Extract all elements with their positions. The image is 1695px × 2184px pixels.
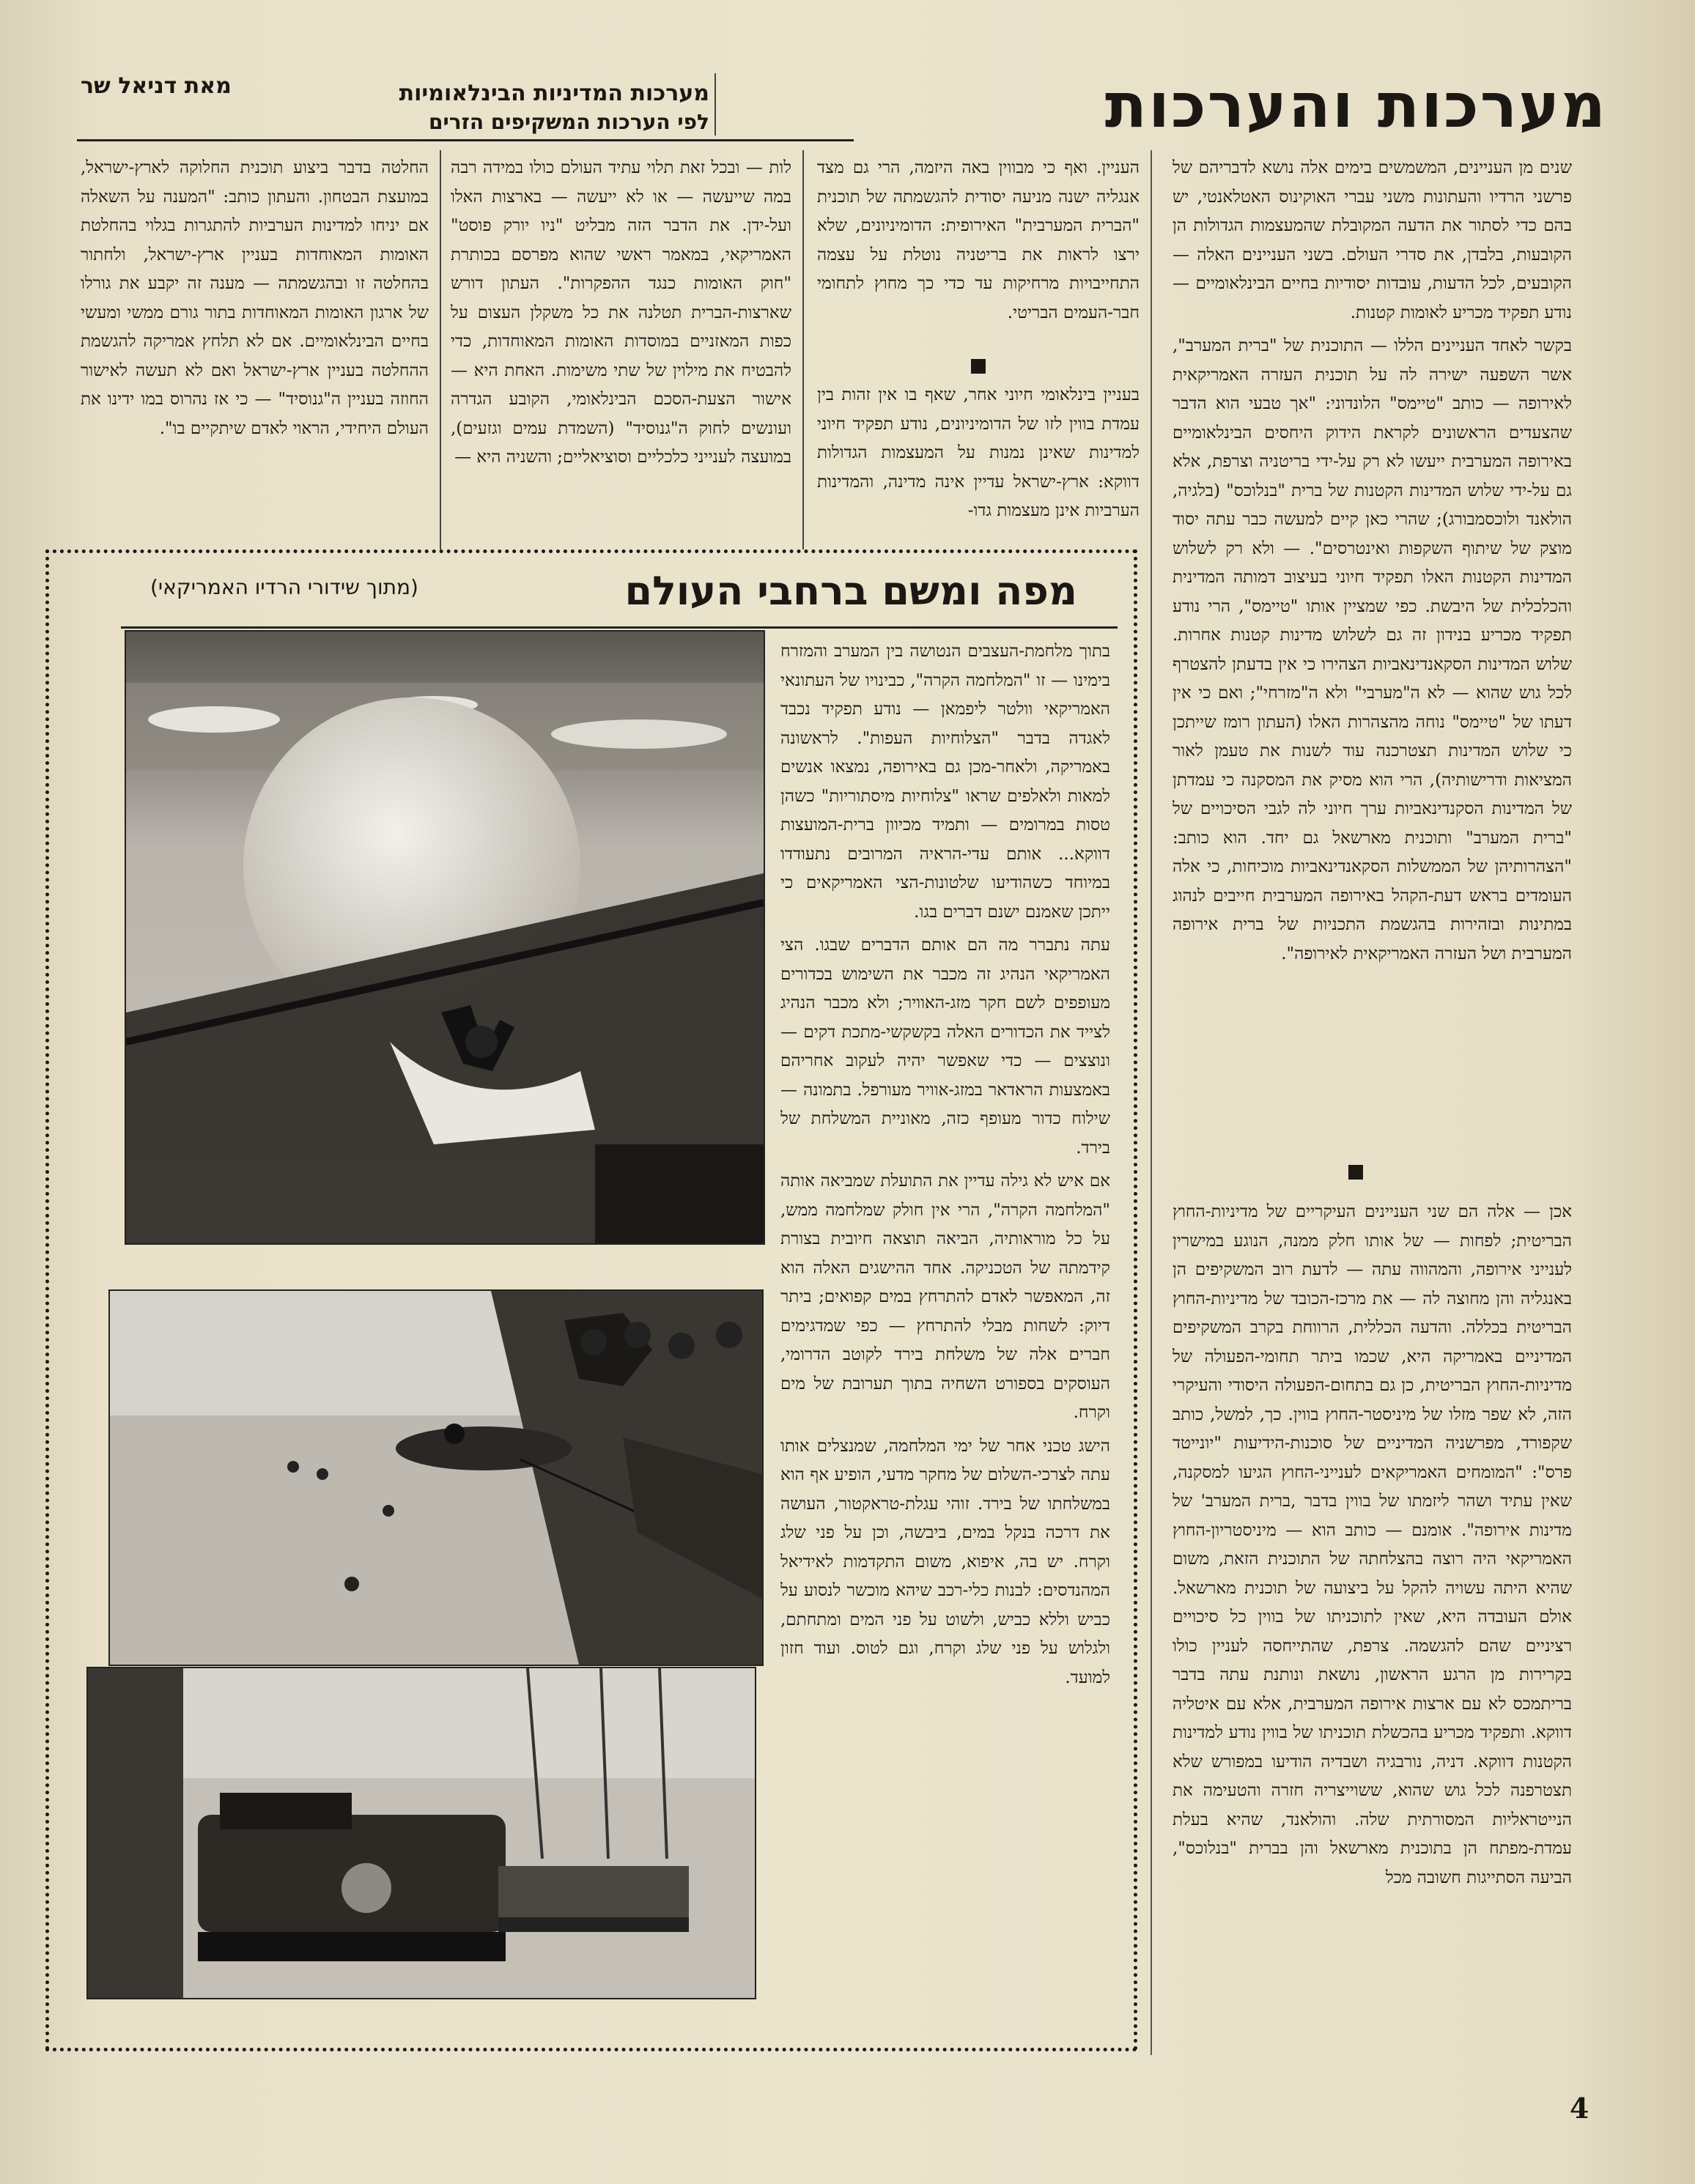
feature-text-column	[780, 637, 1110, 2037]
article-right-column-b	[1173, 1198, 1572, 2059]
polar-swimmers-photo	[108, 1289, 764, 1666]
feature-paragraph: הישג טכני אחר של ימי המלחמה, שמנצלים אותו עתה לצרכי-השלום של מחקר מדעי, הופיע אף הוא במשלחתו של בירד. זוהי עגלת-טראקטור, העושה את דרכה בנקל במים, ביבשה, וכן על פני שלג וקרח. יש בה, איפוא, משום התקדמות לאידיאל המהנדסים: לבנות כלי-רכב שיהא מוכשר לנסוע על כביש וללא כביש, ולשוט על פני המים ומתחתם, ולגלוש על פני שלג וקרח, וגם לטוס. ועוד חזון למועד.	[780, 1436, 1110, 1687]
column-divider-left	[440, 150, 441, 549]
page-number: 4	[1570, 2092, 1589, 2125]
paragraph: אכן — אלה הם שני העניינים העיקריים של מדיניות-החוץ הבריטית; לפחות — של אותו חלק ממנה, הנוגע במישרין לענייני אירופה, והמהווה עתה — לדעת רוב המשקיפים הן באנגליה והן מחוצה לה — את מרכז-הכובד של מדיניות-החוץ הבריטית בכללה. והדעה הכללית, הרווחת בקרב המשקיפים המדיניים באמריקה היא, שכמו ביתר תחומי-הפעולה של מדיניות-החוץ הבריטית, כן גם בתחום-הפעולה היסודי והעיקרי הזה, לא שפר מזלו של מיניסטר-החוץ בווין. כך, למשל, כותב שקפורד, מפרשניה המדיניים של סוכנות-הידיעות "יונייטד פרס": "המומחים האמריקאים לענייני-החוץ הגיעו למסקנה, שאין עתיד ושהר ליזמתו של בווין בדבר ,ברית המערב' של מדינות אירופה". אומנם — כותב הוא — מיניסטריון-החוץ האמריקאי היה רוצה בהצלחתה של התוכנית הזאת, משום שהיא היתה עשויה להקל על ביצועה של תוכנית מארשאל. אולם העובדה היא, שאין לתוכניתו של בווין כל סיכויים רציניים שהם להגשמה. צרפת, שהתייחסה לעניין כולו בקרירות מן הרגע הראשון, נושאת ונותנת עתה בדבר בריתמכס לא עם ארצות אירופה המערבית, אלא עם איטליה דווקא. ותפקיד מכריע בהכשלת תוכניתו של בווין נודע למדינות הקטנות דווקא. דניה, נורבגיה ושבדיה הודיעו במפורש שלא תצטרפנה לכל גוש שהוא, ששוייצריה חזרה והטעימה את הנייטראליות המסורתית שלה. והולאנד, שהיא בעלת עמדת-מפתח הן בתוכנית מארשאל והן בברית "בנלוכס", הביעה הסתייגות חשובה מכל	[1173, 1202, 1572, 1887]
paragraph: החלטה בדבר ביצוע תוכנית החלוקה לארץ-ישראל, במועצת הבטחון. והעתון כותב: "המענה על השאלה אם יניחו למדינות הערביות להתגרות בגלוי בהחלטת האומות המאוחדות בעניין ארץ-ישראל, ולחתור בהחלטה זו ובהגשמתה — מענה זה יקבע את גורלו של ארגון האומות המאוחדות בתור גורם ממשי ומעשי בחיים הבינלאומיים. אם לא תלחץ אמריקה להגשמת ההחלטה בעניין ארץ-ישראל ואם לא תעשה לאישור החוזה בעניין ה"גנוסיד" — כי אז נהרוס במו ידינו את העולם היחידי, הראוי לאדם שיתקיים בו".	[81, 158, 429, 438]
byline: מאת דניאל שר	[81, 73, 232, 99]
paragraph: שנים מן העניינים, המשמשים בימים אלה נושא לדבריהם של פרשני הרדיו והעתונות משני עברי האוקינוס האטלאנטי, יש בהם כדי לסתור את הדעה המקובלת שהמעצמות הגדולות הן הקובעות, בלבדן, את סדרי העולם. בשני העניינים האלה — הקובעים, לכל הדעות, עובדות יסודיות בחיים הבינלאומיים — נודע תפקיד מכריע לאומות קטנות.	[1173, 158, 1572, 322]
paragraph: בקשר לאחד העניינים הללו — התוכנית של "ברית המערב", אשר השפעה ישירה לה על תוכנית העזרה האמריקאית לאירופה — כותב "טיימס" הלונדוני: "אך טבעי הוא הדבר שהצעדים הראשונים לקראת הידוק היחסים הבינלאומיים באירופה המערבית ייעשו לא רק על-ידי בריטניה וצרפת, אלא גם על-ידי שלוש המדינות הקטנות של ברית "בנלוכס" (בלגיה, הולאנד ולוכסמבורג); שהרי כאן קיים למעשה כבר עתה יסוד מוצק של שיתוף השקפות ואינטרסים". — ולא רק לשלוש המדינות הקטנות האלו תפקיד חיוני בעיצוב דמותה המדינית והכלכלית של היבשת. כפי שמציין אותו "טיימס", הרי נודע תפקיד מכריע בנידון זה גם לשלוש מדינות קטנות אחרות. שלוש המדינות הסקאנדינאביות הצהירו כי אין בדעתן להצטרף לכל גוש שהוא — לא ה"מערבי" ולא ה"מזרחי"; ואם כי אין דעתו של "טיימס" נוחה מהצהרות האלו (העתון רומז שייתכן כי שלוש המדינות תצטרכנה עוד לשנות את טעמן לאור המציאות ודרישותיה), הרי הוא מסיק את המסקנה כי עמדתן של המדינות הסקנדינאביות ערך חיוני לה לגבי הסיכויים של "ברית המערב" ותוכנית מארשאל גם יחד. הוא כותב: "הצהרותיהן של הממשלות הסקאנדינאביות מוכיחות, כי אלה העומדים בראש דעת-הקהל באירופה המערבית חייבים לנהוג במתינות ובזהירות בהגשמת התכניות של ברית אירופה המערבית ושל העזרה האמריקאית לאירופה".	[1173, 336, 1572, 963]
article-middle-column-a	[817, 154, 1140, 352]
page-title: מערכות והערכות	[1104, 70, 1607, 141]
article-column-2	[451, 154, 791, 549]
section-separator-square	[1348, 1165, 1363, 1180]
article-column-1	[81, 154, 429, 549]
feature-title-rule	[121, 626, 1118, 629]
section-header-line1: מערכות המדיניות הבינלאומיות	[399, 81, 709, 106]
feature-source: (מתוך שידורי הרדיו האמריקאי)	[150, 575, 418, 599]
column-divider-right	[1151, 150, 1152, 2055]
paragraph: בעניין בינלאומי חיוני אחר, שאף בו אין זהות בין עמדת בווין לזו של הדומיניונים, נודע תפקיד חיוני למדינות שאינן נמנות על המעצמות הגדולות דווקא: ארץ-ישראל עדיין אינה מדינה, והמדינות הערביות אינן מעצמות גדו-	[817, 385, 1140, 520]
balloon-launch-photo	[125, 630, 765, 1245]
column-divider-mid	[802, 150, 804, 549]
article-middle-column-b	[817, 381, 1140, 549]
header-divider	[714, 73, 716, 136]
polar-swimmers-image	[110, 1291, 762, 1665]
paragraph: העניין. ואף כי מבווין באה היזמה, הרי גם מצד אנגליה ישנה מניעה יסודית להגשמתה של תוכנית "הברית המערבית" האירופית: הדומיניונים, שלא ירצו לראות את בריטניה נוטלת על עצמה התחייבויות מרחיקות עד כדי כך מחוץ לתחומי חבר-העמים הבריטי.	[817, 158, 1140, 322]
feature-title: מפה ומשם ברחבי העולם	[624, 568, 1077, 614]
header-rule	[77, 139, 854, 141]
amphibious-tractor-photo	[86, 1667, 756, 1999]
section-separator-square	[971, 359, 986, 374]
feature-paragraph: אם איש לא גילה עדיין את התועלת שמביאה אותה "המלחמה הקרה", הרי אין חולק שמלחמה ממש, על כל מוראותיה, הביאה תוצאה חיובית בצורת קידמתה של הטכניקה. אחד ההישגים האלה הוא זה, המאפשר לאדם להתרחץ במים קפואים; ביתר דיוק: לשחות מבלי להתרחץ — כפי שמדגימים חברים אלה של משלחת בירד לקוטב הדרומי, העוסקים בספורט השחיה בתוך תערובת של מים וקרח.	[780, 1171, 1110, 1422]
balloon-launch-image	[126, 632, 764, 1243]
feature-paragraph: בתוך מלחמת-העצבים הנטושה בין המערב והמזרח בימינו — זו "המלחמה הקרה", כבינויו של העתונאי האמריקאי וולטר ליפמאן — נודע תפקיד נכבד לאגדה בדבר "הצלוחיות העפות". לראשונה באמריקה, ולאחר-מכן גם באירופה, נמצאו אנשים למאות ולאלפים שראו "צלוחיות מיסתוריות" כשהן טסות במרומים — ותמיד מכיוון ברית-המועצות דווקא... אותם עדי-הראיה המרובים נתעודדו במיוחד כשהודיעו שלטונות-הצי האמריקאים כי ייתכן שאמנם ישנם דברים בגו.	[780, 642, 1110, 922]
amphibious-tractor-image	[88, 1668, 755, 1998]
section-header-line2: לפי הערכות המשקיפים הזרים	[429, 110, 709, 134]
article-right-column-a	[1173, 154, 1572, 1172]
paragraph: לות — ובכל זאת תלוי עתיד העולם כולו במידה רבה במה שייעשה — או לא ייעשה — בארצות האלו ועל-ידן. את הדבר הזה מבליט "ניו יורק פוסט" האמריקאי, במאמר ראשי שהוא מפרסם בכותרת "חוק האומות כנגד ההפקרות". העתון דורש שארצות-הברית תטלנה את כל משקלן העצום על כפות המאזניים במוסדות האומות המאוחדות, כדי להבטיח את מילוין של שתי משימות. האחת היא — אישור הצעת-הסכם הבינלאומי, הקובע הגדרה ועונשים לחוק ה"גנוסיד" (השמדת עמים וגזעים), במועצה לענייני כלכליים וסוציאליים; והשניה היא —	[451, 158, 791, 467]
feature-paragraph: עתה נתברר מה הם אותם הדברים שבגו. הצי האמריקאי הנהיג זה מכבר את השימוש בכדורים מעופפים לשם חקר מזג-האוויר; ולא מכבר הנהיג לצייד את הכדורים האלה בקשקשי-מתכת דקים — ונוצצים — כדי שאפשר יהיה לעקוב אחריהם באמצעות הראדאר במזג-אוויר מעורפל. בתמונה — שילוח כדור מעופף כזה, מאוניית המשלחת של בירד.	[780, 936, 1110, 1158]
